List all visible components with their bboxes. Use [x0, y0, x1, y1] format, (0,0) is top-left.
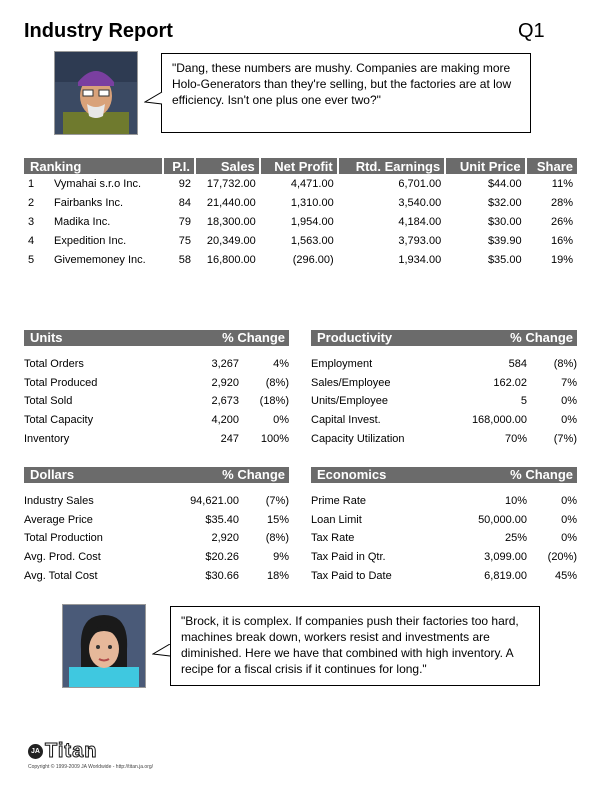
- units-row: [24, 392, 289, 411]
- productivity-row: [311, 374, 577, 393]
- ranking-cell-rank: 1: [28, 177, 35, 190]
- economics-row: [311, 529, 577, 548]
- ranking-cell-price: $39.90: [487, 234, 522, 247]
- ranking-cell-name: Madika Inc.: [54, 215, 111, 228]
- ranking-cell-sales: 21,440.00: [206, 196, 256, 209]
- productivity-label: Capacity Utilization: [311, 432, 405, 445]
- copyright-text: Copyright © 1999-2009 JA Worldwide - http://titan.ja.org/: [28, 764, 154, 770]
- economics-label: Tax Paid to Date: [311, 569, 392, 582]
- units-header: [24, 330, 289, 346]
- table-row: [24, 231, 577, 250]
- table-row: [24, 212, 577, 231]
- productivity-label: Units/Employee: [311, 395, 389, 408]
- ranking-cell-rtd: 3,540.00: [398, 196, 442, 209]
- dollars-label: Total Production: [24, 532, 103, 545]
- dollars-change: 9%: [273, 551, 289, 564]
- ranking-cell-price: $44.00: [487, 177, 522, 190]
- units-value: 2,920: [211, 376, 239, 389]
- productivity-title: Productivity: [317, 330, 393, 345]
- titan-logo: [28, 740, 97, 763]
- economics-title: Economics: [317, 467, 387, 482]
- ranking-cell-name: Expedition Inc.: [54, 234, 127, 247]
- dollars-change: (8%): [265, 532, 289, 545]
- productivity-row: [311, 355, 577, 374]
- ranking-cell-name: Givememoney Inc.: [54, 253, 146, 266]
- economics-header: [311, 467, 577, 483]
- productivity-value: 168,000.00: [471, 414, 527, 427]
- economics-label: Tax Paid in Qtr.: [311, 551, 386, 564]
- ranking-cell-net: 1,954.00: [290, 215, 334, 228]
- ranking-cell-net: (296.00): [292, 253, 334, 266]
- economics-change: 45%: [554, 569, 577, 582]
- ranking-cell-share: 11%: [551, 177, 573, 190]
- col-pi: P.I.: [163, 158, 195, 174]
- ranking-header-row: [24, 158, 577, 174]
- col-sales: Sales: [195, 158, 260, 174]
- productivity-value: 162.02: [493, 376, 527, 389]
- productivity-change-label: % Change: [510, 330, 573, 345]
- dollars-row: [24, 529, 289, 548]
- col-unit-price: Unit Price: [445, 158, 525, 174]
- dollars-change: (7%): [265, 495, 289, 507]
- ranking-cell-pi: 84: [178, 196, 192, 209]
- productivity-change: (7%): [553, 432, 577, 445]
- economics-label: Tax Rate: [311, 532, 355, 545]
- productivity-value: 584: [508, 358, 527, 370]
- units-value: 3,267: [211, 358, 239, 370]
- ranking-cell-net: 1,310.00: [290, 196, 334, 209]
- dollars-header: [24, 467, 289, 483]
- productivity-label: Employment: [311, 358, 373, 370]
- economics-change: 0%: [561, 532, 577, 545]
- units-change-label: % Change: [222, 330, 285, 345]
- economics-label: Prime Rate: [311, 495, 367, 507]
- economics-value: 10%: [504, 495, 527, 507]
- economics-value: 50,000.00: [478, 513, 527, 526]
- dollars-label: Avg. Prod. Cost: [24, 551, 101, 564]
- economics-value: 25%: [504, 532, 527, 545]
- top-bubble-tail: [144, 92, 163, 110]
- economics-change: 0%: [561, 495, 577, 507]
- dollars-panel: [24, 467, 289, 585]
- dollars-label: Average Price: [24, 513, 93, 526]
- ranking-cell-pi: 79: [178, 215, 192, 228]
- units-change: 100%: [260, 432, 289, 445]
- units-change: (18%): [259, 395, 289, 408]
- economics-panel: [311, 467, 577, 585]
- units-change: 0%: [273, 414, 289, 427]
- productivity-panel: [311, 330, 577, 448]
- ranking-cell-share: 19%: [550, 253, 573, 266]
- units-row: [24, 355, 289, 374]
- units-label: Total Produced: [24, 376, 98, 389]
- ranking-cell-rtd: 1,934.00: [398, 253, 442, 266]
- productivity-value: 70%: [504, 432, 527, 445]
- bottom-comment-bubble: [170, 606, 540, 686]
- economics-value: 6,819.00: [484, 569, 527, 582]
- dollars-title: Dollars: [30, 467, 75, 482]
- ranking-cell-pi: 92: [178, 177, 192, 190]
- ranking-cell-price: $35.00: [487, 253, 522, 266]
- ranking-cell-share: 26%: [550, 215, 573, 228]
- units-row: [24, 374, 289, 393]
- economics-value: 3,099.00: [484, 551, 527, 564]
- units-value: 2,673: [211, 395, 239, 408]
- ranking-cell-pi: 75: [178, 234, 192, 247]
- units-change: 4%: [273, 358, 289, 370]
- table-row: [24, 193, 577, 212]
- units-label: Total Sold: [24, 395, 73, 408]
- ranking-cell-name: Fairbanks Inc.: [54, 196, 124, 209]
- ranking-cell-net: 1,563.00: [290, 234, 334, 247]
- ranking-cell-sales: 20,349.00: [206, 234, 256, 247]
- productivity-change: (8%): [553, 358, 577, 370]
- units-value: 4,200: [211, 414, 239, 427]
- dollars-row: [24, 548, 289, 567]
- titan-wordmark: Titan: [45, 740, 98, 762]
- economics-row: [311, 548, 577, 567]
- economics-change: (20%): [547, 551, 577, 564]
- ranking-cell-price: $30.00: [487, 215, 522, 228]
- ranking-cell-price: $32.00: [487, 196, 522, 209]
- page-title: Industry Report: [24, 20, 173, 42]
- productivity-value: 5: [520, 395, 527, 408]
- ranking-cell-share: 28%: [550, 196, 573, 209]
- table-row: [24, 250, 577, 269]
- economics-label: Loan Limit: [311, 513, 362, 526]
- ranking-cell-sales: 16,800.00: [206, 253, 256, 266]
- top-comment-text: "Dang, these numbers are mushy. Companies are making more Holo-Generators than they're selling, but the factories are at low efficiency. Isn't one plus one ever two?": [172, 61, 512, 107]
- dollars-label: Industry Sales: [24, 495, 94, 507]
- ranking-cell-share: 16%: [550, 234, 573, 247]
- ranking-cell-rank: 3: [28, 215, 35, 228]
- ranking-cell-sales: 17,732.00: [206, 177, 256, 190]
- ranking-cell-rtd: 3,793.00: [398, 234, 442, 247]
- productivity-row: [311, 392, 577, 411]
- ranking-cell-name: Vymahai s.r.o Inc.: [54, 177, 142, 190]
- units-row: [24, 411, 289, 430]
- ranking-cell-rank: 5: [28, 253, 35, 266]
- ranking-cell-rank: 4: [28, 234, 35, 247]
- dollars-change: 18%: [266, 569, 289, 582]
- dollars-value: $20.26: [205, 551, 239, 564]
- quarter-label: Q1: [518, 20, 545, 42]
- bottom-comment-text: "Brock, it is complex. If companies push their factories too hard, machines break down, workers resist and investments are diminished. Here we have that combined with high inventory. A recipe for a fiscal crisis if it continues for long.": [181, 614, 519, 676]
- ja-badge: JA: [28, 744, 43, 759]
- productivity-row: [311, 411, 577, 430]
- dollars-row: [24, 492, 289, 511]
- dollars-change: 15%: [266, 513, 289, 526]
- ranking-table: [24, 158, 577, 269]
- dollars-value: $35.40: [205, 513, 239, 526]
- units-title: Units: [30, 330, 63, 345]
- economics-change-label: % Change: [510, 467, 573, 482]
- productivity-row: [311, 430, 577, 449]
- economics-row: [311, 567, 577, 586]
- productivity-change: 0%: [561, 414, 577, 427]
- col-share: Share: [526, 158, 577, 174]
- dollars-value: 94,621.00: [190, 495, 239, 507]
- dollars-row: [24, 511, 289, 530]
- ranking-cell-rtd: 6,701.00: [398, 177, 442, 190]
- col-rtd-earnings: Rtd. Earnings: [338, 158, 446, 174]
- dollars-row: [24, 567, 289, 586]
- productivity-header: [311, 330, 577, 346]
- units-label: Total Capacity: [24, 414, 94, 427]
- units-value: 247: [220, 432, 239, 445]
- dollars-change-label: % Change: [222, 467, 285, 482]
- bottom-bubble-tail: [152, 644, 171, 662]
- units-label: Inventory: [24, 432, 70, 445]
- ranking-cell-rtd: 4,184.00: [398, 215, 442, 228]
- productivity-change: 7%: [561, 376, 577, 389]
- units-change: (8%): [265, 376, 289, 389]
- economics-row: [311, 511, 577, 530]
- dollars-value: $30.66: [205, 569, 239, 582]
- advisor-avatar-female: [62, 604, 146, 688]
- productivity-label: Sales/Employee: [311, 376, 391, 389]
- economics-row: [311, 492, 577, 511]
- top-comment-bubble: [161, 53, 531, 133]
- ranking-cell-rank: 2: [28, 196, 35, 209]
- productivity-label: Capital Invest.: [311, 414, 381, 427]
- ranking-cell-net: 4,471.00: [290, 177, 334, 190]
- col-net-profit: Net Profit: [260, 158, 338, 174]
- table-row: [24, 174, 577, 193]
- dollars-value: 2,920: [211, 532, 239, 545]
- ranking-cell-sales: 18,300.00: [206, 215, 256, 228]
- col-ranking: Ranking: [24, 158, 163, 174]
- ranking-cell-pi: 58: [178, 253, 192, 266]
- units-label: Total Orders: [24, 358, 84, 370]
- dollars-label: Avg. Total Cost: [24, 569, 98, 582]
- units-row: [24, 430, 289, 449]
- economics-change: 0%: [561, 513, 577, 526]
- advisor-avatar-male: [54, 51, 138, 135]
- units-panel: [24, 330, 289, 448]
- productivity-change: 0%: [561, 395, 577, 408]
